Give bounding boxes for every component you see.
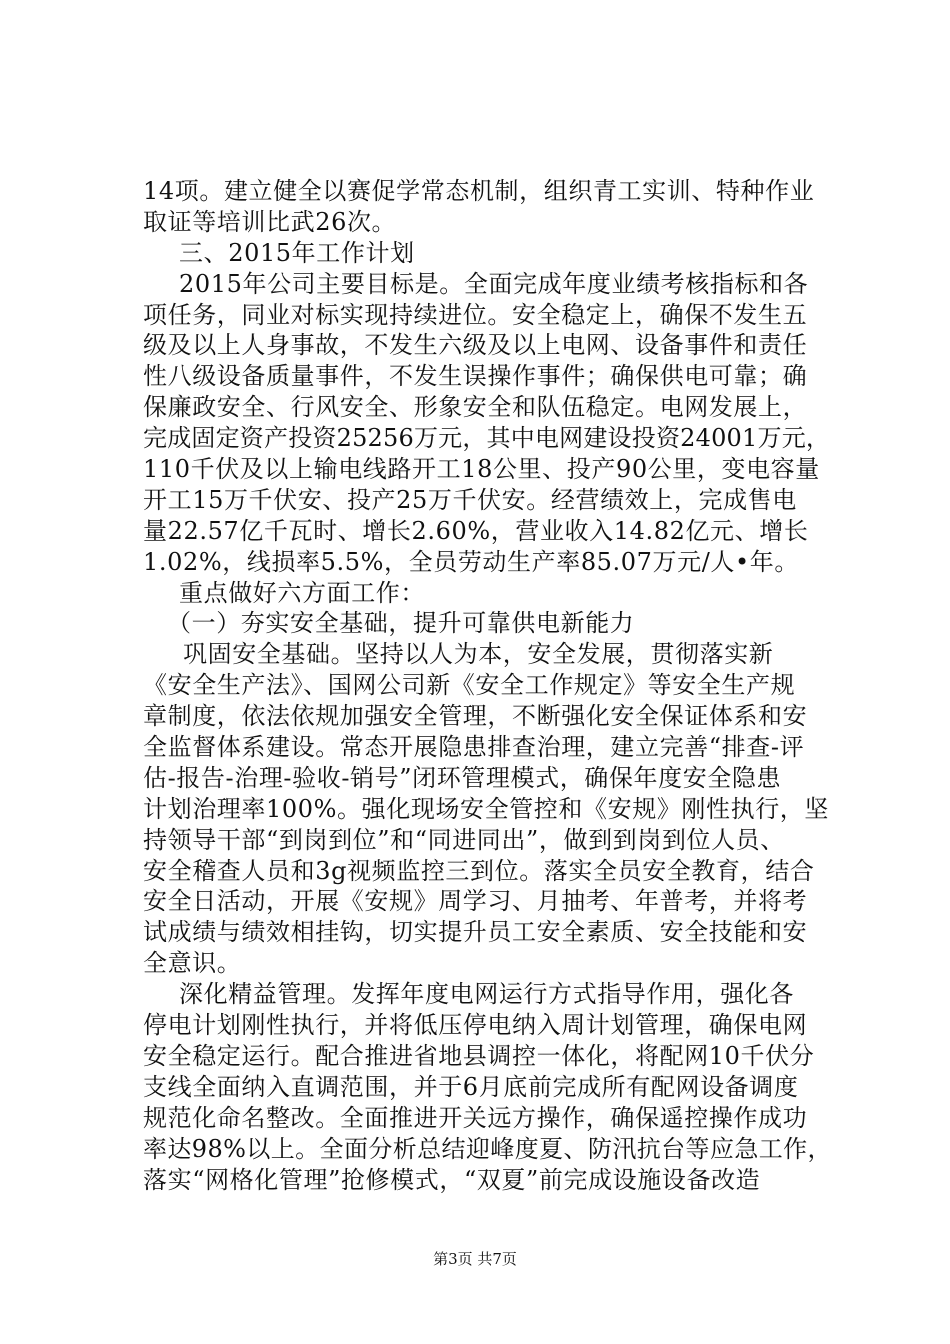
body-line: 开工15万千伏安、投产25万千伏安。经营绩效上，完成售电 (143, 485, 797, 514)
subsection-heading: （一）夯实安全基础，提升可靠供电新能力 (167, 609, 635, 638)
body-line: 支线全面纳入直调范围，并于6月底前完成所有配网设备调度 (143, 1072, 799, 1101)
body-line: 深化精益管理。发挥年度电网运行方式指导作用，强化各 (179, 980, 794, 1009)
body-line: 2015年公司主要目标是。全面完成年度业绩考核指标和各 (179, 269, 809, 298)
body-line: 全监督体系建设。常态开展隐患排查治理，建立完善“排查-评 (143, 733, 805, 762)
section-heading: 三、2015年工作计划 (179, 238, 415, 267)
body-line: 1.02%，线损率5.5%，全员劳动生产率85.07万元/人•年。 (143, 547, 799, 576)
body-line: 安全稽查人员和3g视频监控三到位。落实全员安全教育，结合 (143, 856, 815, 885)
page-number-footer: 第3页 共7页 (433, 1250, 517, 1268)
body-line: 试成绩与绩效相挂钩，切实提升员工安全素质、安全技能和安 (143, 918, 808, 947)
body-line: 规范化命名整改。全面推进开关远方操作，确保遥控操作成功 (143, 1103, 808, 1132)
body-line: 保廉政安全、行风安全、形象安全和队伍稳定。电网发展上， (143, 393, 808, 422)
body-line: 性八级设备质量事件，不发生误操作事件；确保供电可靠；确 (143, 362, 808, 391)
body-line: 级及以上人身事故，不发生六级及以上电网、设备事件和责任 (143, 331, 808, 360)
document-body (143, 176, 833, 1195)
body-line: 完成固定资产投资25256万元，其中电网建设投资24001万元， (143, 424, 831, 453)
body-line: 巩固安全基础。坚持以人为本，安全发展，贯彻落实新 (183, 640, 774, 669)
body-line: 安全稳定运行。配合推进省地县调控一体化，将配网10千伏分 (143, 1041, 815, 1070)
body-line: 取证等培训比武26次。 (143, 207, 397, 236)
body-line: 停电计划刚性执行，并将低压停电纳入周计划管理，确保电网 (143, 1011, 808, 1040)
body-line: 重点做好六方面工作： (179, 578, 425, 607)
body-line: 持领导干部“到岗到位”和“同进同出”，做到到岗到位人员、 (143, 825, 785, 854)
body-line: 章制度，依法依规加强安全管理，不断强化安全保证体系和安 (143, 702, 808, 731)
body-line: 14项。建立健全以赛促学常态机制，组织青工实训、特种作业 (143, 177, 815, 205)
body-line: 估-报告-治理-验收-销号”闭环管理模式，确保年度安全隐患 (143, 763, 782, 792)
body-line: 安全日活动，开展《安规》周学习、月抽考、年普考，并将考 (143, 887, 808, 916)
body-line: 量22.57亿千瓦时、增长2.60%，营业收入14.82亿元、增长 (143, 516, 809, 545)
body-line: 落实“网格化管理”抢修模式，“双夏”前完成设施设备改造 (143, 1165, 761, 1194)
body-line: 计划治理率100%。强化现场安全管控和《安规》刚性执行，坚 (143, 794, 830, 823)
body-line: 率达98%以上。全面分析总结迎峰度夏、防汛抗台等应急工作， (143, 1134, 832, 1163)
body-line: 《安全生产法》、国网公司新《安全工作规定》等安全生产规 (143, 671, 796, 700)
body-line: 全意识。 (143, 949, 242, 978)
body-line: 项任务，同业对标实现持续进位。安全稳定上，确保不发生五 (143, 300, 808, 329)
body-line: 110千伏及以上输电线路开工18公里、投产90公里，变电容量 (143, 455, 820, 484)
